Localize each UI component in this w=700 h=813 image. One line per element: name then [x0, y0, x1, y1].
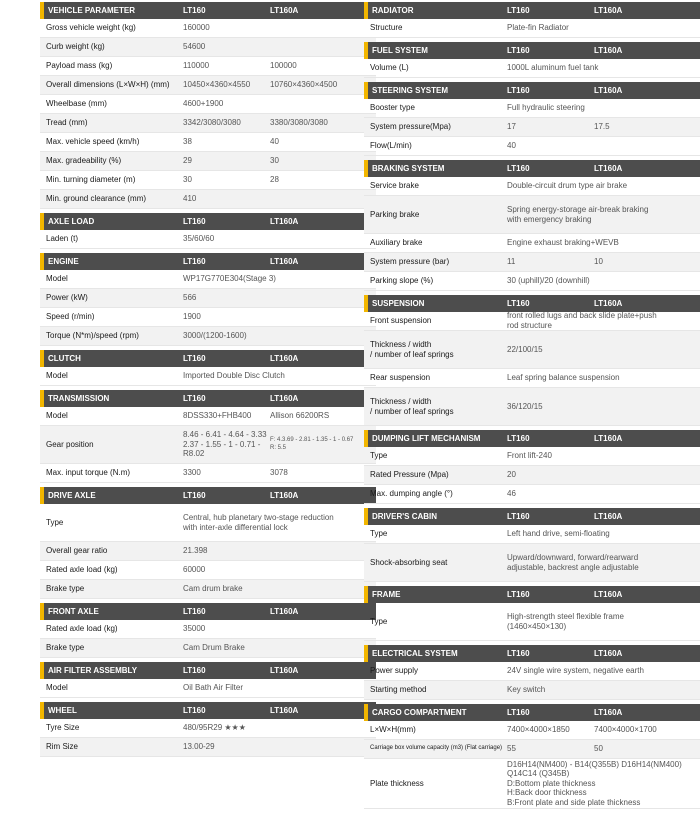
spec-row [40, 308, 376, 327]
spec-label: Tyre Size [46, 723, 80, 733]
spec-label: System pressure (bar) [370, 257, 450, 267]
spec-row [40, 270, 376, 289]
spec-value: 22/100/15 [507, 344, 543, 354]
section-gap [364, 809, 700, 813]
spec-value: D16H14(NM400) - B14(Q355B) D16H14(NM400) Q14C14 (Q345B) D:Bottom plate thickness H:Back door thickness B:Front plate and side plate thickness [507, 759, 682, 807]
spec-section-suspension [364, 295, 700, 426]
spec-value-lt160: 3300 [183, 468, 201, 478]
section-header [40, 390, 376, 407]
spec-value-lt160a: 10760×4360×4500 [270, 80, 338, 90]
spec-row [40, 367, 376, 386]
spec-label: Max. gradeability (%) [46, 156, 122, 166]
spec-value: Front lift-240 [507, 451, 552, 461]
spec-section-electrical-system [364, 645, 700, 700]
section-title: DUMPING LIFT MECHANISM [372, 434, 481, 443]
spec-label: Overall gear ratio [46, 546, 108, 556]
spec-value-lt160: 17 [507, 122, 516, 132]
spec-value-lt160: 7400×4000×1850 [507, 725, 570, 735]
spec-value: Full hydraulic steering [507, 103, 585, 113]
spec-section-cargo-compartment [364, 704, 700, 809]
model-column-label: LT160A [594, 512, 623, 521]
spec-value-lt160: 30 [183, 175, 192, 185]
spec-value: Oil Bath Air Filter [183, 683, 244, 693]
model-column-label: LT160 [183, 607, 206, 616]
section-title: AIR FILTER ASSEMBLY [48, 666, 138, 675]
spec-label: Flow(L/min) [370, 141, 412, 151]
spec-section-front-axle [40, 603, 376, 658]
spec-row [40, 152, 376, 171]
spec-row [364, 544, 700, 582]
spec-section-radiator [364, 2, 700, 38]
left-spec-column [40, 2, 376, 761]
spec-value-lt160a: F: 4.3.69 - 2.81 - 1.35 - 1 - 0.67 R: 5.5 [270, 437, 354, 451]
spec-label: Thickness / width / number of leaf springs [370, 396, 454, 416]
section-title: RADIATOR [372, 6, 414, 15]
spec-value: 480/95R29 ★★★ [183, 723, 246, 733]
model-column-label: LT160 [507, 299, 530, 308]
spec-row [364, 466, 700, 485]
model-column-label: LT160A [270, 6, 299, 15]
spec-label: Type [46, 517, 64, 527]
model-column-label: LT160A [594, 46, 623, 55]
spec-value: 1000L aluminum fuel tank [507, 63, 599, 73]
spec-value-lt160a: Allison 66200RS [270, 411, 330, 421]
spec-label: Max. vehicle speed (km/h) [46, 137, 140, 147]
spec-value: Plate-fin Radiator [507, 23, 569, 33]
section-header [40, 253, 376, 270]
spec-row [40, 426, 376, 464]
spec-label: Rear suspension [370, 373, 431, 383]
spec-value-lt160: 11 [507, 257, 516, 267]
spec-section-wheel [40, 702, 376, 757]
spec-row [40, 57, 376, 76]
section-title: SUSPENSION [372, 299, 425, 308]
spec-value: High-strength steel flexible frame (1460×450×130) [507, 611, 624, 631]
spec-value-lt160a: 10 [594, 257, 603, 267]
spec-row [40, 504, 376, 542]
spec-value-lt160: 4600+1900 [183, 99, 224, 109]
spec-value: WP17G770E304(Stage 3) [183, 274, 276, 284]
spec-value: 20 [507, 470, 516, 480]
spec-section-frame [364, 586, 700, 641]
section-header [40, 662, 376, 679]
spec-label: Gear position [46, 439, 94, 449]
spec-label: Payload mass (kg) [46, 61, 113, 71]
spec-label: Brake type [46, 643, 85, 653]
spec-row [40, 289, 376, 308]
spec-value: Left hand drive, semi-floating [507, 529, 610, 539]
section-title: BRAKING SYSTEM [372, 164, 445, 173]
spec-value-lt160a: 17.5 [594, 122, 610, 132]
spec-label: Tread (mm) [46, 118, 88, 128]
spec-label: System pressure(Mpa) [370, 122, 451, 132]
spec-row [364, 681, 700, 700]
spec-value-lt160: 29 [183, 156, 192, 166]
spec-label: Power supply [370, 666, 419, 676]
spec-label: L×W×H(mm) [370, 725, 416, 735]
model-column-label: LT160 [507, 6, 530, 15]
spec-value-lt160a: 40 [270, 137, 279, 147]
spec-value-lt160: 3342/3080/3080 [183, 118, 241, 128]
section-title: ELECTRICAL SYSTEM [372, 649, 458, 658]
spec-label: Booster type [370, 103, 415, 113]
spec-row [364, 662, 700, 681]
spec-label: Speed (r/min) [46, 312, 95, 322]
section-header [40, 2, 376, 19]
spec-value-lt160: 38 [183, 137, 192, 147]
spec-label: Laden (t) [46, 234, 79, 244]
spec-value-lt160: 55 [507, 744, 516, 754]
spec-value: Leaf spring balance suspension [507, 373, 620, 383]
section-title: FUEL SYSTEM [372, 46, 428, 55]
spec-row [40, 407, 376, 426]
spec-value: 46 [507, 489, 516, 499]
spec-label: Curb weight (kg) [46, 42, 105, 52]
spec-section-steering-system [364, 82, 700, 156]
spec-row [40, 464, 376, 483]
model-column-label: LT160A [270, 394, 299, 403]
model-column-label: LT160 [183, 217, 206, 226]
spec-value: 3000/(1200-1600) [183, 331, 247, 341]
spec-label: Model [46, 371, 68, 381]
section-header [364, 42, 700, 59]
model-column-label: LT160A [270, 354, 299, 363]
spec-row [40, 95, 376, 114]
section-header [40, 702, 376, 719]
model-column-label: LT160A [594, 6, 623, 15]
section-header [40, 487, 376, 504]
section-header [364, 430, 700, 447]
spec-row [364, 740, 700, 759]
spec-value-lt160a: 3078 [270, 468, 288, 478]
model-column-label: LT160A [594, 708, 623, 717]
section-title: STEERING SYSTEM [372, 86, 449, 95]
spec-value: 36/120/15 [507, 401, 543, 411]
spec-row [364, 447, 700, 466]
spec-row [40, 133, 376, 152]
model-column-label: LT160 [507, 590, 530, 599]
spec-section-driver-s-cabin [364, 508, 700, 582]
spec-label: Parking brake [370, 209, 420, 219]
section-header [364, 295, 700, 312]
spec-value-lt160: 10450×4360×4550 [183, 80, 251, 90]
spec-label: Rated axle load (kg) [46, 624, 118, 634]
section-header [364, 645, 700, 662]
section-header [364, 82, 700, 99]
spec-section-air-filter-assembly [40, 662, 376, 698]
spec-value: Double-circuit drum type air brake [507, 181, 628, 191]
spec-section-braking-system [364, 160, 700, 291]
section-title: VEHICLE PARAMETER [48, 6, 135, 15]
section-title: FRONT AXLE [48, 607, 99, 616]
spec-row [40, 171, 376, 190]
section-title: DRIVER'S CABIN [372, 512, 438, 521]
section-title: AXLE LOAD [48, 217, 95, 226]
spec-row [364, 196, 700, 234]
spec-label: Front suspension [370, 316, 432, 326]
spec-row [40, 190, 376, 209]
spec-label: Rated axle load (kg) [46, 565, 118, 575]
spec-value-lt160a: 100000 [270, 61, 297, 71]
spec-row [364, 525, 700, 544]
spec-value-lt160a: 7400×4000×1700 [594, 725, 657, 735]
spec-value: 40 [507, 141, 516, 151]
spec-value: Spring energy-storage air-break braking with emergency braking [507, 204, 649, 224]
spec-row [40, 38, 376, 57]
spec-row [40, 561, 376, 580]
spec-section-fuel-system [364, 42, 700, 78]
model-column-label: LT160 [183, 354, 206, 363]
spec-value: 35000 [183, 624, 206, 634]
model-column-label: LT160A [270, 666, 299, 675]
spec-label: Thickness / width / number of leaf springs [370, 339, 454, 359]
spec-value-lt160a: 30 [270, 156, 279, 166]
spec-value-lt160: 110000 [183, 61, 210, 71]
spec-row [364, 485, 700, 504]
section-gap [40, 757, 376, 761]
spec-value: Key switch [507, 685, 546, 695]
spec-label: Service brake [370, 181, 419, 191]
spec-label: Type [370, 529, 388, 539]
spec-row [364, 118, 700, 137]
spec-row [40, 679, 376, 698]
spec-section-transmission [40, 390, 376, 483]
spec-row [40, 230, 376, 249]
spec-section-axle-load [40, 213, 376, 249]
spec-label: Min. ground clearance (mm) [46, 194, 147, 204]
spec-label: Type [370, 451, 388, 461]
spec-value: 21.398 [183, 546, 208, 556]
spec-row [364, 272, 700, 291]
model-column-label: LT160A [594, 299, 623, 308]
spec-value: Cam Drum Brake [183, 643, 245, 653]
model-column-label: LT160 [507, 46, 530, 55]
spec-value-lt160: 8.46 - 6.41 - 4.64 - 3.33 2.37 - 1.55 - 1 - 0.71 - R8.02 [183, 430, 267, 459]
model-column-label: LT160A [270, 217, 299, 226]
spec-label: Max. dumping angle (°) [370, 489, 453, 499]
spec-label: Wheelbase (mm) [46, 99, 107, 109]
section-title: CARGO COMPARTMENT [372, 708, 467, 717]
spec-label: Model [46, 274, 68, 284]
model-column-label: LT160 [183, 394, 206, 403]
spec-value: 24V single wire system, negative earth [507, 666, 644, 676]
spec-value: Imported Double Disc Clutch [183, 371, 285, 381]
model-column-label: LT160A [594, 86, 623, 95]
spec-value: 566 [183, 293, 197, 303]
model-column-label: LT160 [183, 706, 206, 715]
spec-row [40, 327, 376, 346]
section-header [40, 213, 376, 230]
section-title: DRIVE AXLE [48, 491, 96, 500]
spec-label: Shock-absorbing seat [370, 557, 448, 567]
section-header [40, 603, 376, 620]
model-column-label: LT160 [183, 666, 206, 675]
model-column-label: LT160 [507, 434, 530, 443]
spec-label: Min. turning diameter (m) [46, 175, 136, 185]
spec-row [364, 721, 700, 740]
spec-row [364, 312, 700, 331]
model-column-label: LT160 [507, 164, 530, 173]
spec-label: Torque (N*m)/speed (rpm) [46, 331, 139, 341]
spec-row [40, 738, 376, 757]
section-header [40, 350, 376, 367]
spec-value: Central, hub planetary two-stage reduction with inter-axle differential lock [183, 512, 334, 532]
spec-row [40, 76, 376, 95]
right-spec-column [364, 2, 700, 813]
spec-label: Rim Size [46, 742, 79, 752]
section-header [364, 704, 700, 721]
section-header [364, 160, 700, 177]
model-column-label: LT160 [183, 491, 206, 500]
model-column-label: LT160A [594, 164, 623, 173]
spec-row [40, 719, 376, 738]
spec-section-drive-axle [40, 487, 376, 599]
spec-row [364, 177, 700, 196]
section-title: CLUTCH [48, 354, 81, 363]
spec-label: Overall dimensions (L×W×H) (mm) [46, 80, 170, 90]
model-column-label: LT160A [594, 649, 623, 658]
section-header [364, 2, 700, 19]
model-column-label: LT160 [507, 708, 530, 717]
spec-label: Model [46, 683, 68, 693]
spec-value: 30 (uphill)/20 (downhill) [507, 276, 590, 286]
spec-label: Gross vehicle weight (kg) [46, 23, 136, 33]
spec-label: Auxiliary brake [370, 238, 423, 248]
spec-row [364, 19, 700, 38]
spec-section-dumping-lift-mechanism [364, 430, 700, 504]
model-column-label: LT160 [183, 6, 206, 15]
spec-row [40, 620, 376, 639]
spec-value-lt160a: 28 [270, 175, 279, 185]
spec-section-clutch [40, 350, 376, 386]
spec-label: Brake type [46, 584, 85, 594]
spec-row [364, 59, 700, 78]
model-column-label: LT160 [507, 86, 530, 95]
spec-row [40, 580, 376, 599]
spec-row [364, 331, 700, 369]
section-title: WHEEL [48, 706, 77, 715]
spec-label: Rated Pressure (Mpa) [370, 470, 449, 480]
spec-value-lt160: 8DSS330+FHB400 [183, 411, 252, 421]
spec-value-lt160: 160000 [183, 23, 210, 33]
spec-value: 13.00-29 [183, 742, 215, 752]
spec-value-lt160: 35/60/60 [183, 234, 215, 244]
model-column-label: LT160A [270, 706, 299, 715]
spec-row [40, 114, 376, 133]
spec-label: Parking slope (%) [370, 276, 434, 286]
model-column-label: LT160A [594, 590, 623, 599]
spec-label: Type [370, 616, 388, 626]
model-column-label: LT160A [270, 257, 299, 266]
spec-row [364, 253, 700, 272]
spec-value: Cam drum brake [183, 584, 243, 594]
model-column-label: LT160A [270, 491, 299, 500]
spec-label: Volume (L) [370, 63, 409, 73]
spec-value-lt160: 54600 [183, 42, 206, 52]
section-header [364, 586, 700, 603]
model-column-label: LT160A [270, 607, 299, 616]
section-header [364, 508, 700, 525]
spec-row [40, 19, 376, 38]
model-column-label: LT160 [507, 512, 530, 521]
spec-value: front rolled lugs and back slide plate+push rod structure [507, 311, 657, 330]
section-title: FRAME [372, 590, 401, 599]
spec-row [364, 603, 700, 641]
model-column-label: LT160 [183, 257, 206, 266]
spec-label: Plate thickness [370, 778, 424, 788]
model-column-label: LT160A [594, 434, 623, 443]
spec-row [364, 388, 700, 426]
spec-row [40, 639, 376, 658]
spec-value-lt160a: 50 [594, 744, 603, 754]
spec-label: Structure [370, 23, 403, 33]
spec-row [364, 759, 700, 809]
spec-value-lt160: 410 [183, 194, 197, 204]
spec-label: Model [46, 411, 68, 421]
spec-value: 60000 [183, 565, 206, 575]
spec-row [364, 234, 700, 253]
spec-section-engine [40, 253, 376, 346]
model-column-label: LT160 [507, 649, 530, 658]
spec-label: Power (kW) [46, 293, 88, 303]
spec-row [364, 137, 700, 156]
spec-row [364, 99, 700, 118]
spec-label: Max. input torque (N.m) [46, 468, 131, 478]
spec-value: Engine exhaust braking+WEVB [507, 238, 619, 248]
spec-row [364, 369, 700, 388]
spec-value: Upward/downward, forward/rearward adjustable, backrest angle adjustable [507, 552, 639, 572]
spec-section-vehicle-parameter [40, 2, 376, 209]
spec-value-lt160a: 3380/3080/3080 [270, 118, 328, 128]
section-title: TRANSMISSION [48, 394, 110, 403]
section-title: ENGINE [48, 257, 79, 266]
spec-value: 1900 [183, 312, 201, 322]
spec-label: Carriage box volume capacity (m3) (Flat carriage) [370, 745, 503, 752]
spec-label: Starting method [370, 685, 427, 695]
spec-row [40, 542, 376, 561]
